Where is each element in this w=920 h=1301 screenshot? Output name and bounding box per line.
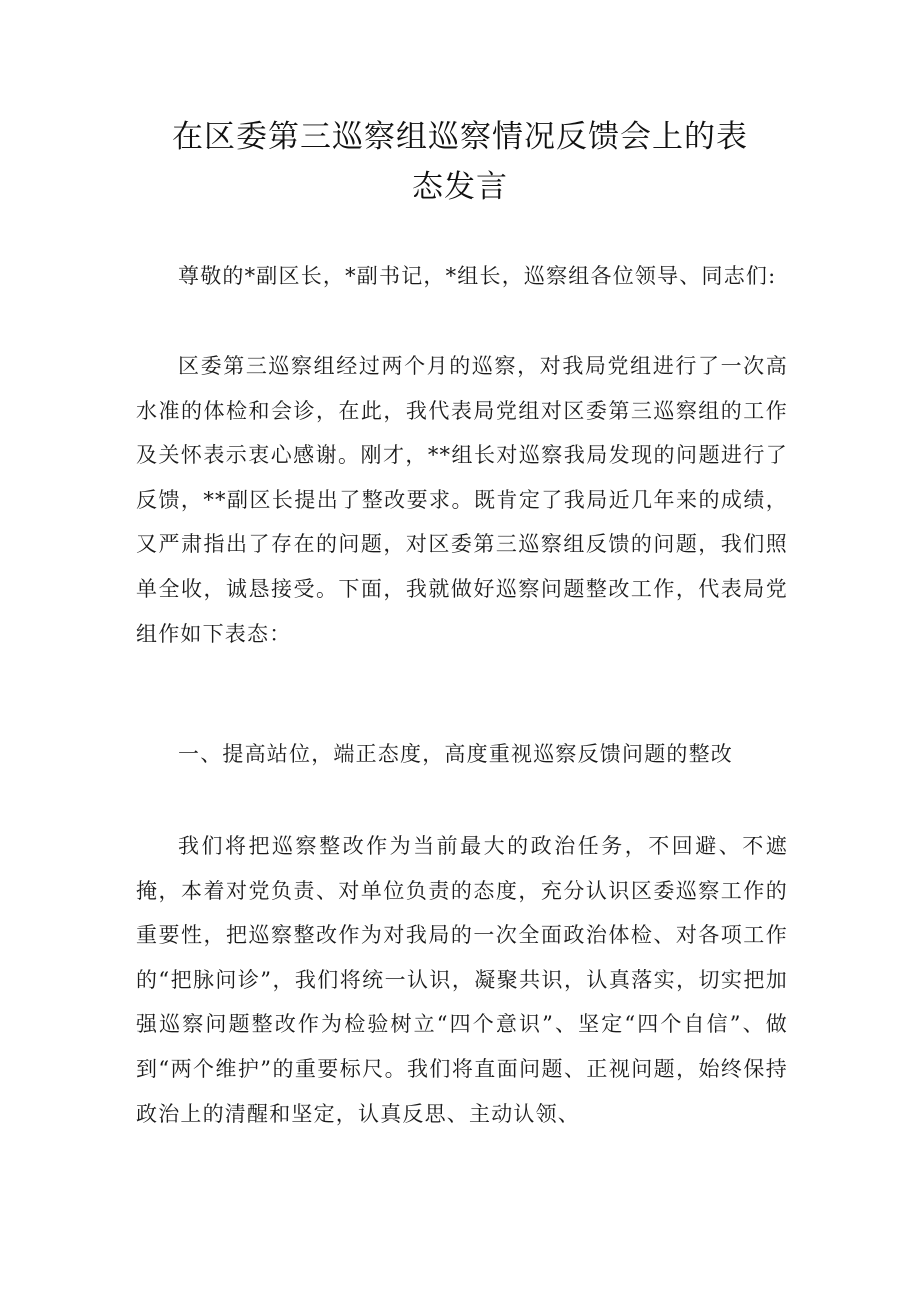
salutation: 尊敬的*副区长，*副书记，*组长，巡察组各位领导、同志们: — [178, 264, 777, 288]
paragraph-2: 我们将把巡察整改作为当前最大的政治任务，不回避、不遮掩，本着对党负责、对单位负责的态度，充分认识区委巡察工作的重要性，把巡察整改作为对我局的一次全面政治体检、对各项工作的“把脉问诊”，我们将统一认识，凝聚共识，认真落实，切实把加强巡察问题整改作为检验树立“四个意识”、坚定“四个自信”、做到“两个维护”的重要标尺。我们将直面问题、正视问题，始终保持政治上的清醒和坚定，认真反思、主动认领、 — [136, 834, 788, 1126]
paragraph-1: 区委第三巡察组经过两个月的巡察，对我局党组进行了一次高水准的体检和会诊，在此，我代表局党组对区委第三巡察组的工作及关怀表示衷心感谢。刚才，**组长对巡察我局发现的问题进行了反馈，**副区长提出了整改要求。既肯定了我局近几年来的成绩，又严肃指出了存在的问题，对区委第三巡察组反馈的问题，我们照单全收，诚恳接受。下面，我就做好巡察问题整改工作，代表局党组作如下表态： — [136, 354, 788, 646]
section-heading-1: 一、提高站位，端正态度，高度重视巡察反馈问题的整改 — [178, 742, 733, 766]
title-line-1: 在区委第三巡察组巡察情况反馈会上的表 — [172, 119, 748, 155]
title-line-2: 态发言 — [412, 169, 508, 205]
document-title — [130, 112, 790, 212]
